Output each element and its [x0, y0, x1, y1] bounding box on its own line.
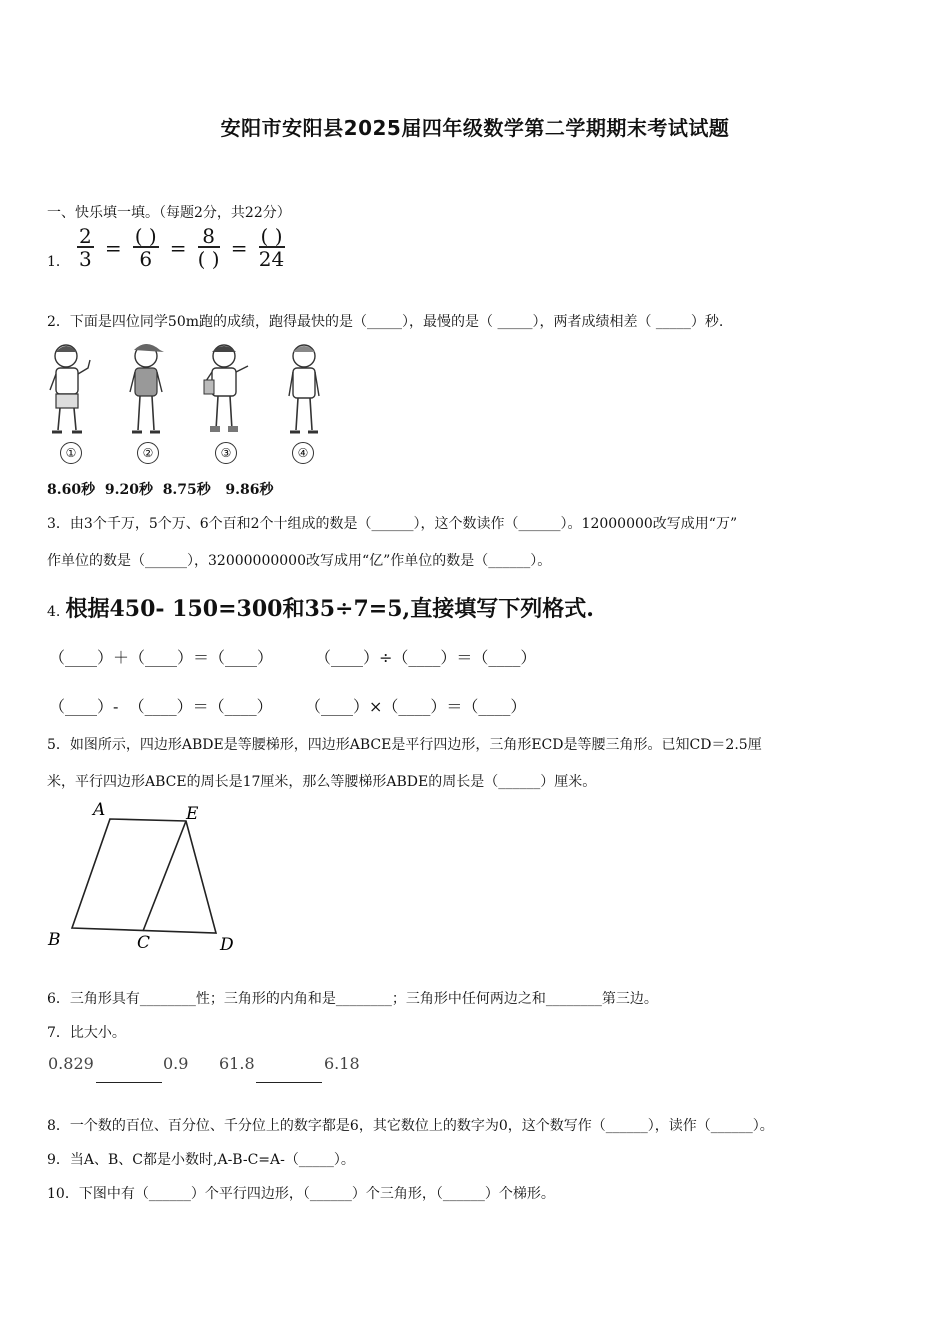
student-label-3: ③ [215, 442, 237, 464]
student-label-4: ④ [292, 442, 314, 464]
question-10: 10．下图中有（______）个平行四边形，（______）个三角形，（______）个梯形。 [47, 1186, 555, 1202]
question-1: 1． $\frac{2}{3}$ = $\frac{( )}{6}$ = $\frac{8}{( )}$ = $\frac{( )}{24}$ [47, 224, 285, 271]
question-3-line-2: 作单位的数是（______），32000000000改写成用“亿”作单位的数是（______）。 [47, 553, 552, 569]
question-5-line-2: 米，平行四边形ABCE的周长是17厘米，那么等腰梯形ABDE的周长是（______）厘米。 [47, 774, 597, 790]
q7-value-a2: 61.8 [219, 1054, 255, 1073]
q1-fraction-4: $\frac{( )}{24}$ [258, 224, 285, 271]
q7-blank-1 [96, 1082, 162, 1083]
student-3-illustration [198, 340, 254, 440]
q4-formula-multiply: （____）×（____）＝（____） [305, 697, 527, 716]
q1-number: 1． [47, 254, 70, 270]
question-8: 8．一个数的百位、百分位、千分位上的数字都是6，其它数位上的数字为0，这个数写作（______），读作（______）。 [47, 1118, 774, 1134]
q4-instruction: 根据450- 150=300和35÷7=5,直接填写下列格式. [65, 596, 594, 622]
trapezoid-abde [72, 819, 216, 933]
q2-times: 8.60秒 9.20秒 8.75秒 9.86秒 [47, 482, 274, 498]
question-4 [47, 592, 594, 623]
question-3-line-1: 3．由3个千万，5个万、6个百和2个十组成的数是（______），这个数读作（______）。12000000改写成用“万” [47, 516, 738, 532]
q4-formula-add: （____）＋（____）＝（____） [49, 648, 274, 667]
question-2: 2．下面是四位同学50m跑的成绩，跑得最快的是（_____），最慢的是（ _____），两者成绩相差（ _____）秒. [47, 314, 724, 330]
q7-blank-2 [256, 1082, 322, 1083]
q1-fraction-1: $\frac{2}{3}$ [79, 224, 92, 271]
q7-value-b2: 6.18 [324, 1054, 360, 1073]
label-d: D [220, 935, 234, 955]
student-label-2: ② [137, 442, 159, 464]
question-6: 6．三角形具有________性；三角形的内角和是________；三角形中任何两边之和________第三边。 [47, 991, 658, 1007]
q1-fraction-2: $\frac{( )}{6}$ [134, 224, 157, 271]
q4-formula-divide: （____）÷（____）＝（____） [315, 648, 537, 667]
q7-value-a1: 0.829 [48, 1054, 94, 1073]
label-c: C [137, 933, 151, 953]
q4-number: 4. [47, 604, 61, 620]
trapezoid-figure [40, 795, 250, 960]
student-4-illustration [276, 340, 332, 440]
q1-fraction-3: $\frac{8}{( )}$ [197, 224, 220, 271]
student-label-1: ① [60, 442, 82, 464]
question-9: 9．当A、B、C都是小数时,A-B-C=A-（_____）。 [47, 1152, 355, 1168]
segment-ec [143, 821, 186, 931]
question-7: 7．比大小。 [47, 1025, 126, 1041]
student-2-illustration [120, 340, 176, 440]
student-1-illustration [44, 340, 100, 440]
question-5-line-1: 5．如图所示，四边形ABDE是等腰梯形，四边形ABCE是平行四边形，三角形ECD是等腰三角形。已知CD＝2.5厘 [47, 737, 762, 753]
q7-value-b1: 0.9 [163, 1054, 189, 1073]
label-b: B [48, 930, 61, 950]
label-e: E [186, 804, 199, 824]
section-1-heading: 一、快乐填一填。（每题2分，共22分） [47, 205, 291, 221]
q4-formula-subtract: （____）- （____）＝（____） [49, 697, 273, 716]
label-a: A [93, 800, 106, 820]
page-title: 安阳市安阳县2025届四年级数学第二学期期末考试试题 [220, 116, 730, 140]
